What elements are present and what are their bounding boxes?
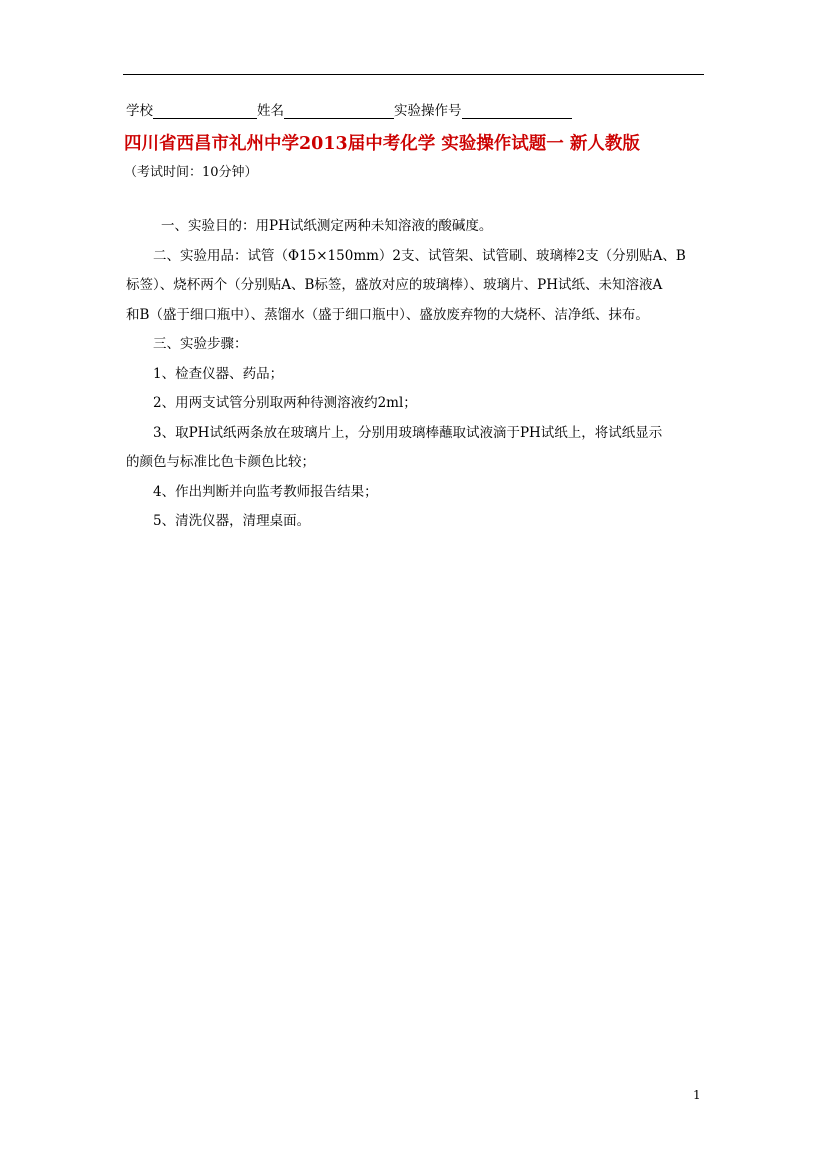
operation-no-blank[interactable] <box>462 102 572 119</box>
section-purpose: 一、实验目的：用PH试纸测定两种未知溶液的酸碱度。 <box>161 218 493 234</box>
name-label: 姓名 <box>257 103 284 119</box>
page-number: 1 <box>693 1088 701 1102</box>
school-label: 学校 <box>126 103 153 119</box>
section-materials-line-2: 标签）、烧杯两个（分别贴A、B标签，盛放对应的玻璃棒）、玻璃片、PH试纸、未知溶液A <box>126 277 663 293</box>
step-4: 4、作出判断并向监考教师报告结果； <box>153 483 378 500</box>
header-rule <box>123 74 704 75</box>
exam-info-fields <box>126 100 572 122</box>
exam-duration: （考试时间：10分钟） <box>124 165 258 180</box>
step-1: 1、检查仪器、药品； <box>153 365 284 382</box>
step-3-line-2: 的颜色与标准比色卡颜色比较； <box>126 454 315 470</box>
name-blank[interactable] <box>284 102 394 119</box>
section-steps-heading: 三、实验步骤： <box>153 336 248 352</box>
step-3-line-1: 3、取PH试纸两条放在玻璃片上，分别用玻璃棒蘸取试液滴于PH试纸上，将试纸显示 <box>153 424 663 441</box>
school-blank[interactable] <box>153 102 257 119</box>
step-5: 5、清洗仪器，清理桌面。 <box>153 513 311 529</box>
section-materials-line-3: 和B（盛于细口瓶中）、蒸馏水（盛于细口瓶中）、盛放废弃物的大烧杯、洁净纸、抹布。 <box>126 306 649 323</box>
document-body <box>126 212 704 537</box>
document-title: 四川省西昌市礼州中学2013届中考化学 实验操作试题一 新人教版 <box>124 134 640 154</box>
operation-no-label: 实验操作号 <box>394 103 462 119</box>
step-2: 2、用两支试管分别取两种待测溶液约2ml； <box>153 395 417 411</box>
section-materials-line-1: 二、实验用品：试管（Φ15×150mm）2支、试管架、试管刷、玻璃棒2支（分别贴A、B <box>153 247 686 264</box>
